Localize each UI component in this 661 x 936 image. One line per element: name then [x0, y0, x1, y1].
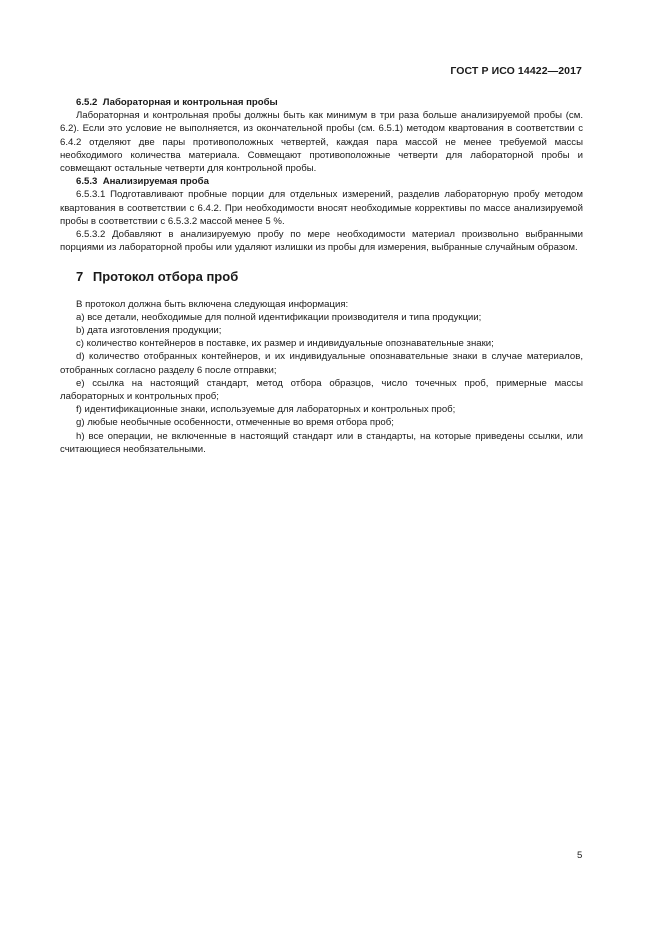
- document-id-header: ГОСТ Р ИСО 14422—2017: [450, 65, 582, 77]
- subsection-heading-6-5-2: [60, 96, 583, 109]
- section-number: 7: [76, 269, 84, 285]
- list-item: d) количество отобранных контейнеров, и их индивидуальные опознавательные знаки в случае материалов, отобранных согласно разделу 6 после отправки;: [60, 351, 583, 376]
- paragraph-6-5-2: Лабораторная и контрольная пробы должны быть как минимум в три раза больше анализируемой пробы (см. 6.2). Если это условие не выполняется, из окончательной пробы (см. 6.5.1) методом квартования в соответствии с 6.4.2 отделяют две пары противоположных четвертей, каждая пара массой не менее требуемой массы необходимого количества материала. Совмещают противоположные четверти для лабораторной пробы и совмещают остальные четверти для контрольной пробы.: [60, 110, 583, 175]
- subsection-number: 6.5.3: [76, 176, 98, 188]
- page-number: 5: [577, 850, 583, 861]
- list-item: a) все детали, необходимые для полной идентификации производителя и типа продукции;: [76, 311, 482, 323]
- list-item: e) ссылка на настоящий стандарт, метод отбора образцов, число точечных проб, примерные массы лабораторных и контрольных проб;: [60, 377, 583, 403]
- document-body: [60, 96, 583, 456]
- subsection-title: Лабораторная и контрольная пробы: [102, 97, 278, 108]
- list-item: c) количество контейнеров в поставке, их размер и индивидуальные опознавательные знаки;: [76, 338, 494, 350]
- list-item: g) любые необычные особенности, отмеченные во время отбора проб;: [76, 417, 394, 429]
- section-title: Протокол отбора проб: [92, 269, 239, 285]
- paragraph-6-5-3-2: 6.5.3.2 Добавляют в анализируемую пробу по мере необходимости материал произвольно выбранными порциями из лабораторной пробы или удаляют излишки из пробы для измерения, выбранные случайным образом.: [60, 229, 583, 254]
- paragraph-6-5-3-1: 6.5.3.1 Подготавливают пробные порции для отдельных измерений, разделив лабораторную пробу методом квартования в соответствии с 6.4.2. При необходимости вносят необходимые коррективы по массе анализируемой пробы в соответствии с 6.5.3.2 массой менее 5 %.: [60, 189, 583, 227]
- list-item: f) идентификационные знаки, используемые для лабораторных и контрольных проб;: [76, 404, 456, 416]
- section-intro: В протокол должна быть включена следующая информация:: [76, 298, 349, 310]
- section-heading-7: [60, 270, 583, 283]
- list-item: b) дата изготовления продукции;: [76, 325, 222, 337]
- subsection-title: Анализируемая проба: [102, 176, 209, 188]
- subsection-heading-6-5-3: [60, 175, 583, 188]
- subsection-number: 6.5.2: [76, 97, 98, 108]
- list-item: h) все операции, не включенные в настоящий стандарт или в стандарты, на которые приведены ссылки, или считающиеся необязательными.: [60, 430, 583, 455]
